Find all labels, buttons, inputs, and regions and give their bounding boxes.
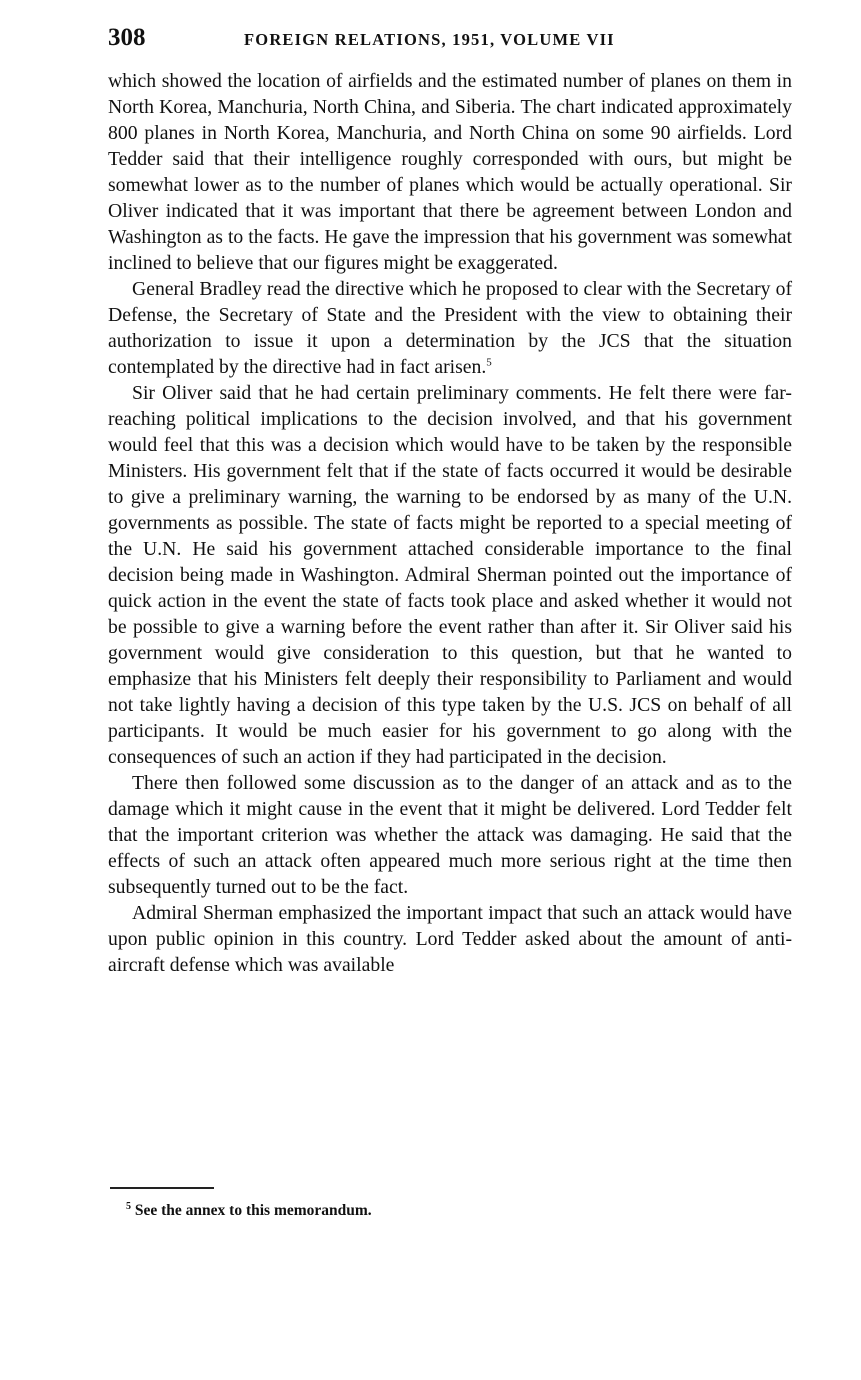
- footnote-divider: [110, 1187, 214, 1189]
- paragraph-5: [108, 900, 792, 978]
- paragraph-text: General Bradley read the directive which he proposed to clear with the Secretary of Defense, the Secretary of State and the President with the view to obtaining their authorization to issue it upon a determination by the JCS that the situation contemplated by the directive had in fact arisen.: [108, 278, 792, 378]
- paragraph-text: There then followed some discussion as to the danger of an attack and as to the damage which it might cause in the event that it might be delivered. Lord Tedder felt that the important criterion was whether the attack was damaging. He said that the effects of such an attack often appeared much more serious right at the time then subsequently turned out to be the fact.: [108, 772, 792, 898]
- footnote-reference[interactable]: 5: [486, 356, 492, 369]
- body-text: [108, 68, 792, 978]
- footnote-marker: 5: [126, 1200, 131, 1212]
- paragraph-text: Sir Oliver said that he had certain preliminary comments. He felt there were far-reaching political implications to the decision involved, and that his government would feel that this was a decision which would have to be taken by the responsible Ministers. His government felt that if the state of facts occurred it would be desirable to give a preliminary warning, the warning to be endorsed by as many of the U.N. governments as possible. The state of facts might be reported to a special meeting of the U.N. He said his government attached considerable importance to the final decision being made in Washington. Admiral Sherman pointed out the importance of quick action in the event the state of facts took place and asked whether it would not be possible to give a warning before the event rather than after it. Sir Oliver said his government would give consideration to this question, but that he wanted to emphasize that his Ministers felt deeply their responsibility to Parliament and would not take lightly having a decision of this type taken by the U.S. JCS on behalf of all participants. It would be much easier for his government to go along with the consequences of such an action if they had participated in the decision.: [108, 382, 792, 768]
- footnote: [126, 1200, 786, 1222]
- paragraph-3: [108, 380, 792, 770]
- paragraph-1: [108, 68, 792, 276]
- page-number: 308: [108, 24, 146, 51]
- paragraph-4: [108, 770, 792, 900]
- running-title: FOREIGN RELATIONS, 1951, VOLUME VII: [244, 30, 615, 49]
- paragraph-text: Admiral Sherman emphasized the important impact that such an attack would have upon public opinion in this country. Lord Tedder asked about the amount of anti-aircraft defense which was available: [108, 902, 792, 976]
- paragraph-text: which showed the location of airfields and the estimated number of planes on them in North Korea, Manchuria, North China, and Siberia. The chart indicated approximately 800 planes in North Korea, Manchuria, and North China on some 90 airfields. Lord Tedder said that their intelligence roughly corresponded with ours, but might be somewhat lower as to the number of planes which would be actually operational. Sir Oliver indicated that it was important that there be agreement between London and Washington as to the facts. He gave the impression that his government was somewhat inclined to believe that our figures might be exaggerated.: [108, 70, 792, 274]
- running-head: [108, 22, 792, 54]
- paragraph-2: [108, 276, 792, 380]
- footnote-text: See the annex to this memorandum.: [134, 1202, 372, 1219]
